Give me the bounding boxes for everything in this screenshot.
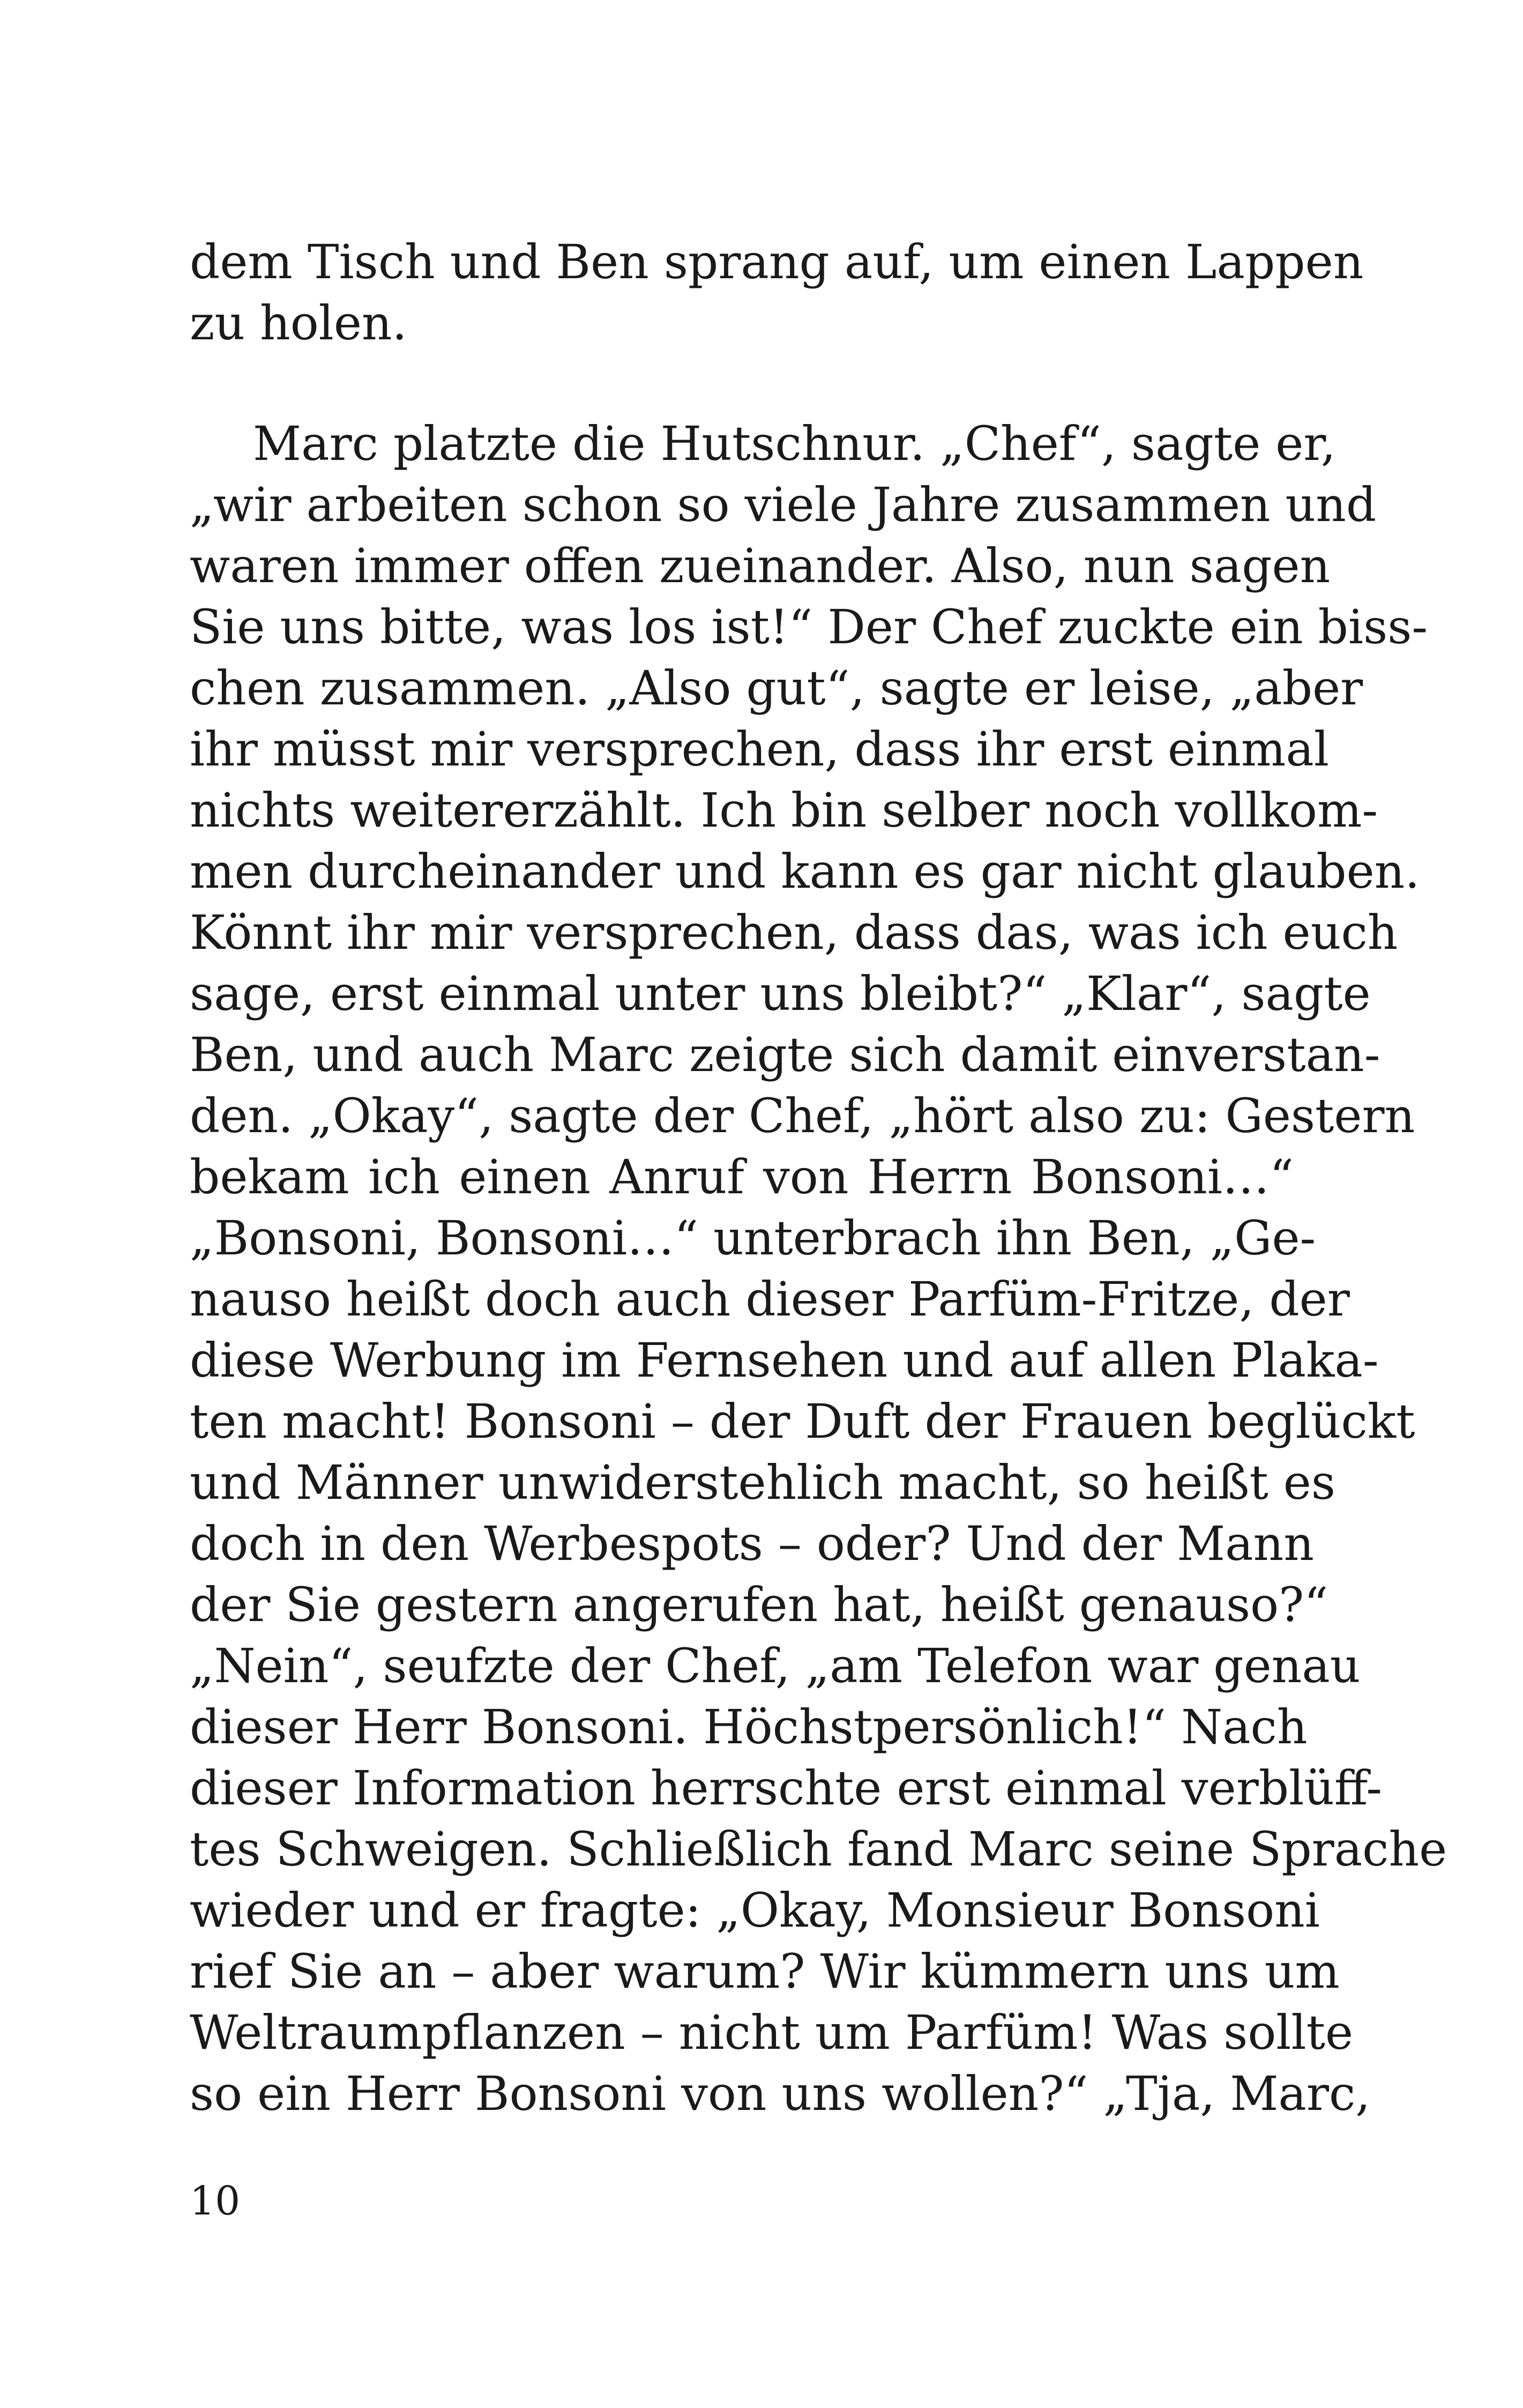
text-line: rief Sie an – aber warum? Wir kümmern uns um	[190, 1944, 1340, 1999]
text-line: men durcheinander und kann es gar nicht glauben.	[190, 844, 1420, 899]
text-line: doch in den Werbespots – oder? Und der Mann	[190, 1516, 1314, 1571]
text-line: Sie uns bitte, was los ist!“ Der Chef zuckte ein biss-	[190, 599, 1428, 655]
text-line: dem Tisch und Ben sprang auf, um einen Lappen	[190, 234, 1364, 289]
text-line: Weltraumpflanzen – nicht um Parfüm! Was sollte	[190, 2005, 1354, 2060]
text-line: waren immer offen zueinander. Also, nun sagen	[190, 538, 1331, 593]
text-line: dieser Information herrschte erst einmal verblüff-	[190, 1760, 1383, 1816]
page-number: 10	[190, 2178, 241, 2224]
text-line: „Bonsoni, Bonsoni…“ unterbrach ihn Ben, „Ge-	[190, 1210, 1316, 1266]
text-line: ihr müsst mir versprechen, dass ihr erst einmal	[190, 722, 1329, 777]
text-line: dieser Herr Bonsoni. Höchstpersönlich!“ Nach	[190, 1699, 1308, 1755]
text-line: chen zusammen. „Also gut“, sagte er leise, „aber	[190, 660, 1363, 716]
text-line: bekam ich einen Anruf von Herrn Bonsoni…“	[190, 1149, 1294, 1205]
text-line: nauso heißt doch auch dieser Parfüm-Fritze, der	[190, 1272, 1350, 1327]
text-line: ten macht! Bonsoni – der Duft der Frauen beglückt	[190, 1394, 1415, 1449]
text-line: Marc platzte die Hutschnur. „Chef“, sagte er,	[253, 416, 1336, 471]
text-line: „wir arbeiten schon so viele Jahre zusammen und	[190, 477, 1377, 532]
text-line: und Männer unwiderstehlich macht, so heißt es	[190, 1455, 1336, 1510]
text-line: tes Schweigen. Schließlich fand Marc seine Sprache	[190, 1822, 1447, 1877]
text-line: der Sie gestern angerufen hat, heißt genauso?“	[190, 1577, 1328, 1632]
text-line: nichts weitererzählt. Ich bin selber noch vollkom-	[190, 783, 1378, 838]
text-line: zu holen.	[190, 295, 407, 351]
text-line: „Nein“, seufzte der Chef, „am Telefon war genau	[190, 1638, 1361, 1693]
text-line: Könnt ihr mir versprechen, dass das, was ich euch	[190, 905, 1398, 960]
text-line: den. „Okay“, sagte der Chef, „hört also zu: Gestern	[190, 1088, 1415, 1143]
text-line: wieder und er fragte: „Okay, Monsieur Bonsoni	[190, 1883, 1320, 1938]
paragraph-main	[190, 413, 1447, 2124]
text-line: sage, erst einmal unter uns bleibt?“ „Klar“, sagte	[190, 966, 1371, 1021]
text-line: diese Werbung im Fernsehen und auf allen Plaka-	[190, 1333, 1379, 1388]
text-line: so ein Herr Bonsoni von uns wollen?“ „Tja, Marc,	[190, 2066, 1371, 2121]
text-line: Ben, und auch Marc zeigte sich damit einverstan-	[190, 1027, 1380, 1082]
paragraph-continuation	[190, 232, 1364, 354]
